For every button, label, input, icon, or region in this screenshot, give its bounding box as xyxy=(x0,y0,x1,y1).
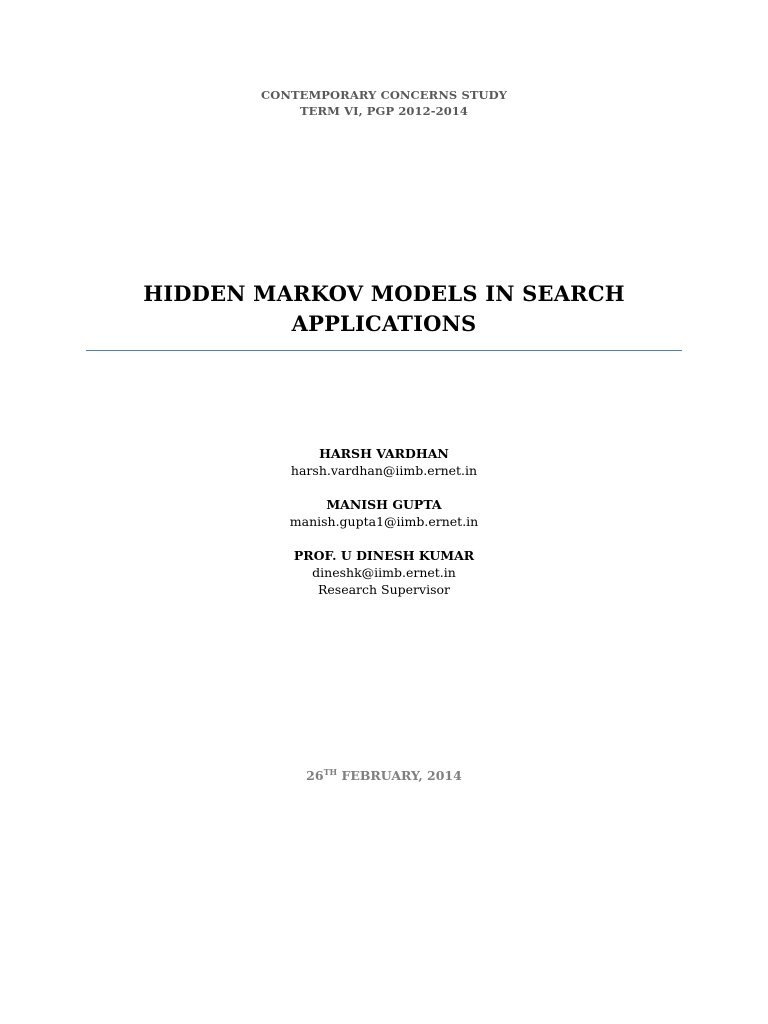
author-role: Research Supervisor xyxy=(317,582,451,597)
author-name: HARSH VARDHAN xyxy=(319,446,449,461)
author-name: MANISH GUPTA xyxy=(326,497,442,512)
header-study-line: CONTEMPORARY CONCERNS STUDY xyxy=(260,88,508,102)
title-line-2: APPLICATIONS xyxy=(291,311,477,336)
author-name: PROF. U DINESH KUMAR xyxy=(293,548,475,563)
title-divider xyxy=(86,350,682,351)
author-email: dineshk@iimb.ernet.in xyxy=(312,565,456,580)
document-date xyxy=(0,767,768,784)
header-term-line: TERM VI, PGP 2012-2014 xyxy=(299,104,469,118)
date-day: 26 xyxy=(306,768,324,783)
date-month-year: FEBRUARY, 2014 xyxy=(337,768,462,783)
document-title xyxy=(0,279,768,339)
author-block xyxy=(0,547,768,598)
date-ordinal-suffix: TH xyxy=(323,766,338,777)
author-block xyxy=(0,496,768,530)
title-line-1: HIDDEN MARKOV MODELS IN SEARCH xyxy=(143,281,625,306)
author-block xyxy=(0,445,768,479)
document-header xyxy=(0,87,768,119)
author-list xyxy=(0,445,768,615)
author-email: manish.gupta1@iimb.ernet.in xyxy=(289,514,479,529)
author-email: harsh.vardhan@iimb.ernet.in xyxy=(290,463,478,478)
